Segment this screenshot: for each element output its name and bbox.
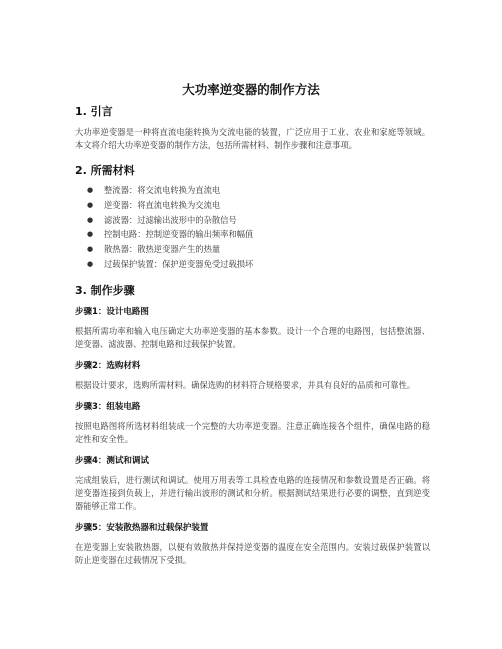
- list-item: [75, 198, 430, 213]
- section-heading: 2. 所需材料: [75, 164, 135, 177]
- section-heading: 1. 引言: [75, 105, 113, 118]
- bullet-icon: ●: [87, 259, 94, 268]
- bullet-icon: ●: [87, 215, 94, 224]
- list-item: [75, 257, 430, 272]
- list-item: [75, 242, 430, 257]
- section-heading: 3. 制作步骤: [75, 283, 135, 297]
- list-item-text: 逆变器：将直流电转换为交流电: [104, 199, 221, 210]
- bullet-icon: ●: [87, 245, 94, 254]
- step-title: 步骤1：设计电路图: [75, 306, 149, 317]
- step-paragraph: 完成组装后，进行测试和调试。使用万用表等工具检查电路的连接情况和参数设置是否正确。将逆变器连接到负载上，并进行输出波形的测试和分析。根据测试结果进行必要的调整，直到逆变器能够正常工作。: [75, 474, 430, 511]
- step-block: [75, 522, 430, 567]
- step-title: 步骤4：测试和调试: [75, 455, 149, 466]
- step-title: 步骤3：组装电路: [75, 401, 141, 412]
- bullet-icon: ●: [87, 230, 94, 239]
- bullet-icon: ●: [87, 200, 94, 209]
- list-item-text: 控制电路：控制逆变器的输出频率和幅值: [104, 229, 254, 240]
- step-paragraph: 根据所需功率和输入电压确定大功率逆变器的基本参数。设计一个合理的电路图，包括整流器、逆变器、滤波器、控制电路和过载保护装置。: [75, 325, 430, 349]
- step-block: [75, 455, 430, 513]
- list-item-text: 过载保护装置：保护逆变器免受过载损坏: [104, 258, 254, 269]
- section-paragraph: 大功率逆变器是一种将直流电能转换为交流电能的装置，广泛应用于工业、农业和家庭等领域。本文将介绍大功率逆变器的制作方法，包括所需材料、制作步骤和注意事项。: [75, 127, 430, 150]
- section-steps: [75, 280, 430, 567]
- materials-list: [75, 183, 430, 272]
- list-item-text: 滤波器：过滤输出波形中的杂散信号: [104, 214, 237, 225]
- step-block: [75, 401, 430, 446]
- document-body: [75, 101, 430, 567]
- step-title: 步骤5：安装散热器和过载保护装置: [75, 522, 209, 533]
- step-block: [75, 306, 430, 351]
- list-item: [75, 213, 430, 228]
- step-paragraph: 根据设计要求，选购所需材料。确保选购的材料符合规格要求，并具有良好的品质和可靠性。: [75, 379, 416, 390]
- list-item: [75, 183, 430, 198]
- list-item-text: 整流器：将交流电转换为直流电: [104, 185, 221, 195]
- list-item-text: 散热器：散热逆变器产生的热量: [104, 244, 221, 255]
- step-paragraph: 在逆变器上安装散热器，以便有效散热并保持逆变器的温度在安全范围内。安装过载保护装置以防止逆变器在过载情况下受损。: [75, 541, 430, 565]
- bullet-icon: ●: [87, 186, 94, 194]
- step-block: [75, 360, 430, 392]
- section-introduction: [75, 101, 430, 152]
- list-item: [75, 227, 430, 242]
- section-materials: [75, 160, 430, 272]
- step-title: 步骤2：选购材料: [75, 360, 141, 371]
- document-title: 大功率逆变器的制作方法: [182, 82, 320, 97]
- step-paragraph: 按照电路图将所选材料组装成一个完整的大功率逆变器。注意正确连接各个组件，确保电路的稳定性和安全性。: [75, 420, 430, 444]
